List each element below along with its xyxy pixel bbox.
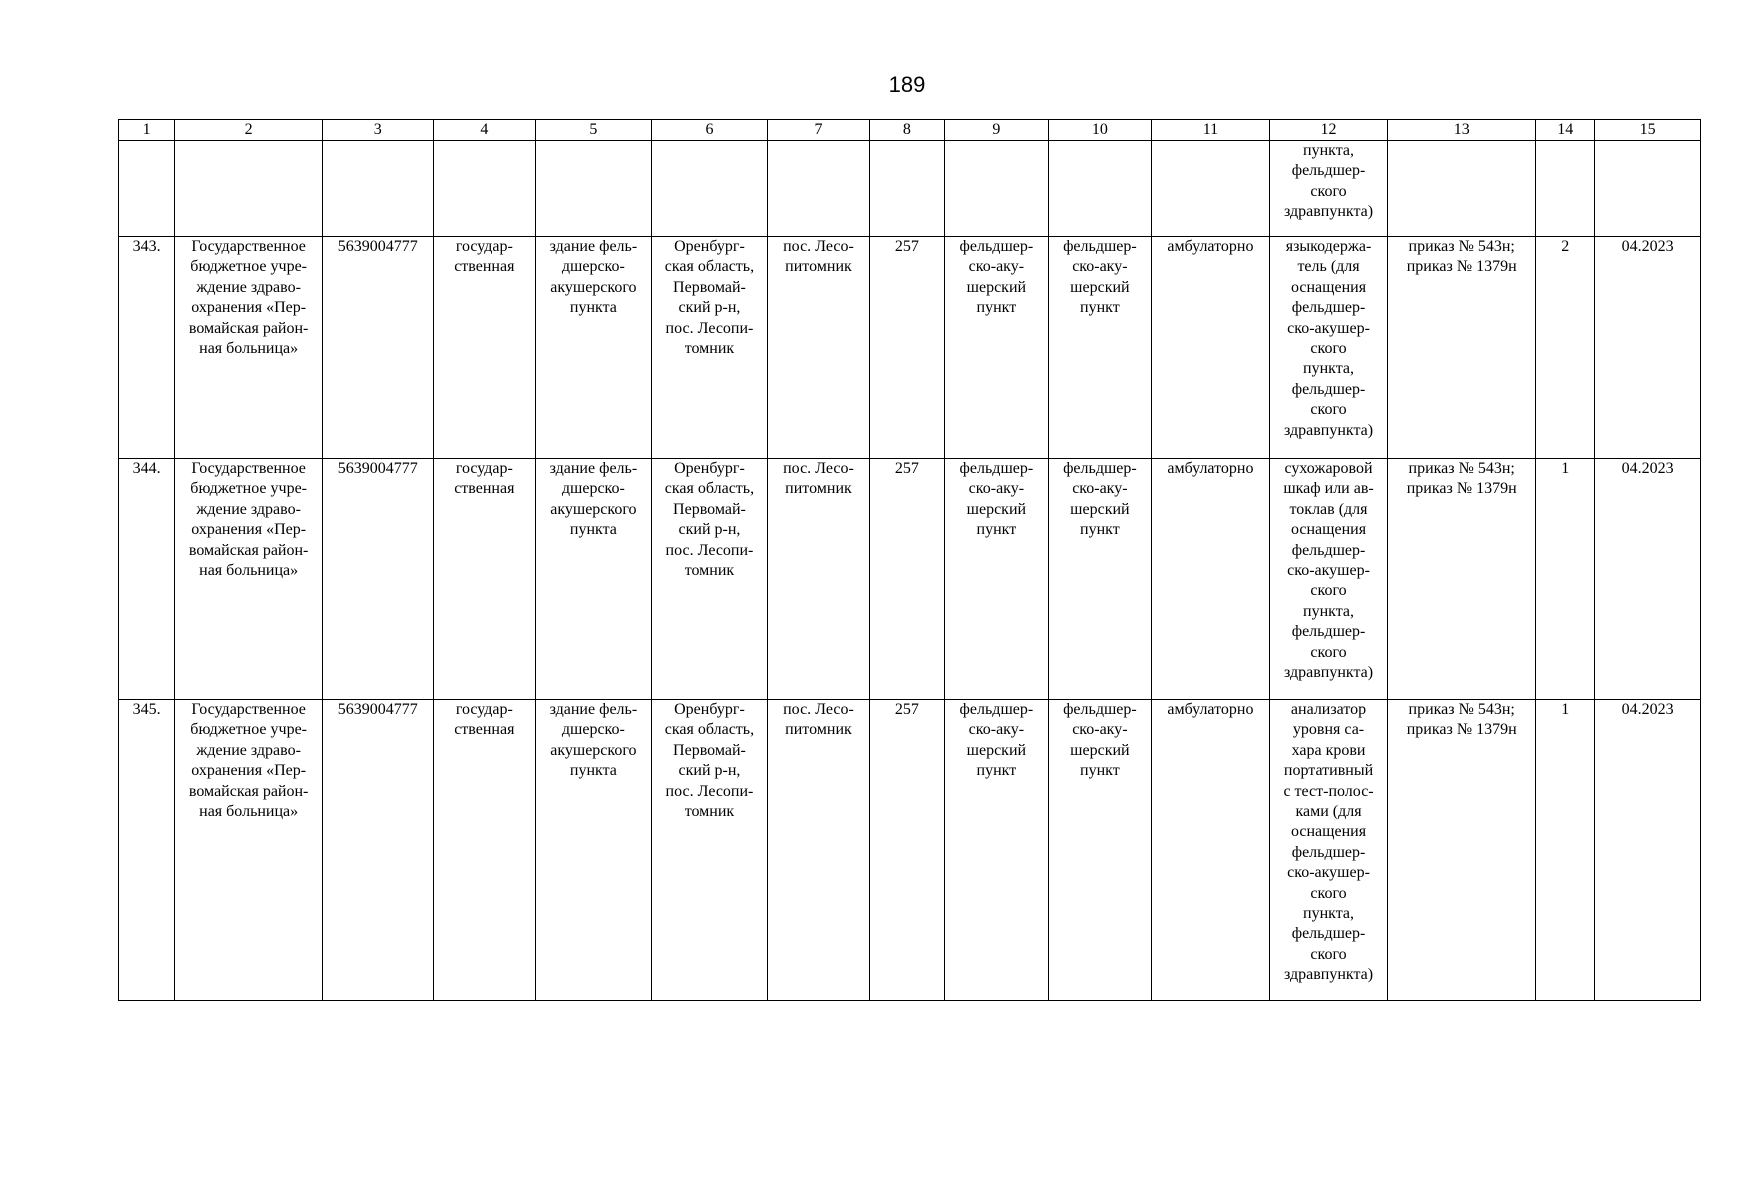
orders-cell: приказ № 543н; приказ № 1379н — [1388, 237, 1536, 459]
column-header: 13 — [1388, 120, 1536, 141]
inn-cell: 5639004777 — [323, 237, 434, 459]
quantity-cell: 1 — [1536, 459, 1595, 700]
ownership-cell: государ- ственная — [433, 237, 536, 459]
empty-cell — [768, 141, 870, 237]
empty-cell — [1595, 141, 1701, 237]
column-header: 7 — [768, 120, 870, 141]
address-cell: Оренбург- ская область, Первомай- ский р-н, пос. Лесопи- томник — [651, 700, 768, 1001]
empty-cell — [119, 141, 175, 237]
code-cell: 257 — [869, 459, 944, 700]
column-header: 8 — [869, 120, 944, 141]
empty-cell — [945, 141, 1049, 237]
inn-cell: 5639004777 — [323, 700, 434, 1001]
organization-cell: Государственное бюджетное учре- ждение здраво- охранения «Пер- вомайская район- ная больница» — [175, 237, 323, 459]
code-cell: 257 — [869, 700, 944, 1001]
continuation-row — [119, 141, 1701, 237]
date-cell: 04.2023 — [1595, 700, 1701, 1001]
empty-cell — [1388, 141, 1536, 237]
date-cell: 04.2023 — [1595, 459, 1701, 700]
organization-cell: Государственное бюджетное учре- ждение здраво- охранения «Пер- вомайская район- ная больница» — [175, 459, 323, 700]
locality-cell: пос. Лесо- питомник — [768, 459, 870, 700]
column-header: 3 — [323, 120, 434, 141]
column-header: 5 — [536, 120, 652, 141]
care-form-cell: амбулаторно — [1152, 237, 1270, 459]
empty-cell — [433, 141, 536, 237]
column-header: 2 — [175, 120, 323, 141]
care-form-cell: амбулаторно — [1152, 459, 1270, 700]
column-header: 15 — [1595, 120, 1701, 141]
column-header: 4 — [433, 120, 536, 141]
column-header: 14 — [1536, 120, 1595, 141]
code-cell: 257 — [869, 237, 944, 459]
building-cell: здание фель- дшерско- акушерского пункта — [536, 237, 652, 459]
unit-type-cell: фельдшер- ско-аку- шерский пункт — [945, 459, 1049, 700]
organization-cell: Государственное бюджетное учре- ждение здраво- охранения «Пер- вомайская район- ная больница» — [175, 700, 323, 1001]
quantity-cell: 2 — [1536, 237, 1595, 459]
row-number-cell: 343. — [119, 237, 175, 459]
locality-cell: пос. Лесо- питомник — [768, 237, 870, 459]
orders-cell: приказ № 543н; приказ № 1379н — [1388, 700, 1536, 1001]
header-row — [119, 120, 1701, 141]
equipment-cell: пункта, фельдшер- ского здравпункта) — [1269, 141, 1388, 237]
address-cell: Оренбург- ская область, Первомай- ский р-н, пос. Лесопи- томник — [651, 459, 768, 700]
equipment-cell: языкодержа- тель (для оснащения фельдшер- ско-акушер- ского пункта, фельдшер- ского здравпункта) — [1269, 237, 1388, 459]
page-number: 189 — [888, 72, 926, 97]
table-row — [119, 700, 1701, 1001]
care-form-cell: амбулаторно — [1152, 700, 1270, 1001]
empty-cell — [323, 141, 434, 237]
ownership-cell: государ- ственная — [433, 700, 536, 1001]
locality-cell: пос. Лесо- питомник — [768, 700, 870, 1001]
empty-cell — [1048, 141, 1152, 237]
column-header: 1 — [119, 120, 175, 141]
column-header: 12 — [1269, 120, 1388, 141]
column-header: 10 — [1048, 120, 1152, 141]
registry-table — [118, 119, 1701, 1001]
table-row — [119, 237, 1701, 459]
inn-cell: 5639004777 — [323, 459, 434, 700]
column-header: 6 — [651, 120, 768, 141]
unit-name-cell: фельдшер- ско-аку- шерский пункт — [1048, 459, 1152, 700]
unit-name-cell: фельдшер- ско-аку- шерский пункт — [1048, 700, 1152, 1001]
building-cell: здание фель- дшерско- акушерского пункта — [536, 459, 652, 700]
quantity-cell: 1 — [1536, 700, 1595, 1001]
equipment-cell: анализатор уровня са- хара крови портативный с тест-полос- ками (для оснащения фельдшер- ско-акушер- ского пункта, фельдшер- ского здравпункта) — [1269, 700, 1388, 1001]
unit-name-cell: фельдшер- ско-аку- шерский пункт — [1048, 237, 1152, 459]
empty-cell — [869, 141, 944, 237]
orders-cell: приказ № 543н; приказ № 1379н — [1388, 459, 1536, 700]
empty-cell — [1152, 141, 1270, 237]
column-header: 11 — [1152, 120, 1270, 141]
unit-type-cell: фельдшер- ско-аку- шерский пункт — [945, 700, 1049, 1001]
row-number-cell: 344. — [119, 459, 175, 700]
equipment-cell: сухожаровой шкаф или ав- токлав (для оснащения фельдшер- ско-акушер- ского пункта, фельдшер- ского здравпункта) — [1269, 459, 1388, 700]
empty-cell — [1536, 141, 1595, 237]
table-row — [119, 459, 1701, 700]
building-cell: здание фель- дшерско- акушерского пункта — [536, 700, 652, 1001]
unit-type-cell: фельдшер- ско-аку- шерский пункт — [945, 237, 1049, 459]
date-cell: 04.2023 — [1595, 237, 1701, 459]
ownership-cell: государ- ственная — [433, 459, 536, 700]
empty-cell — [536, 141, 652, 237]
empty-cell — [175, 141, 323, 237]
empty-cell — [651, 141, 768, 237]
column-header: 9 — [945, 120, 1049, 141]
address-cell: Оренбург- ская область, Первомай- ский р-н, пос. Лесопи- томник — [651, 237, 768, 459]
row-number-cell: 345. — [119, 700, 175, 1001]
